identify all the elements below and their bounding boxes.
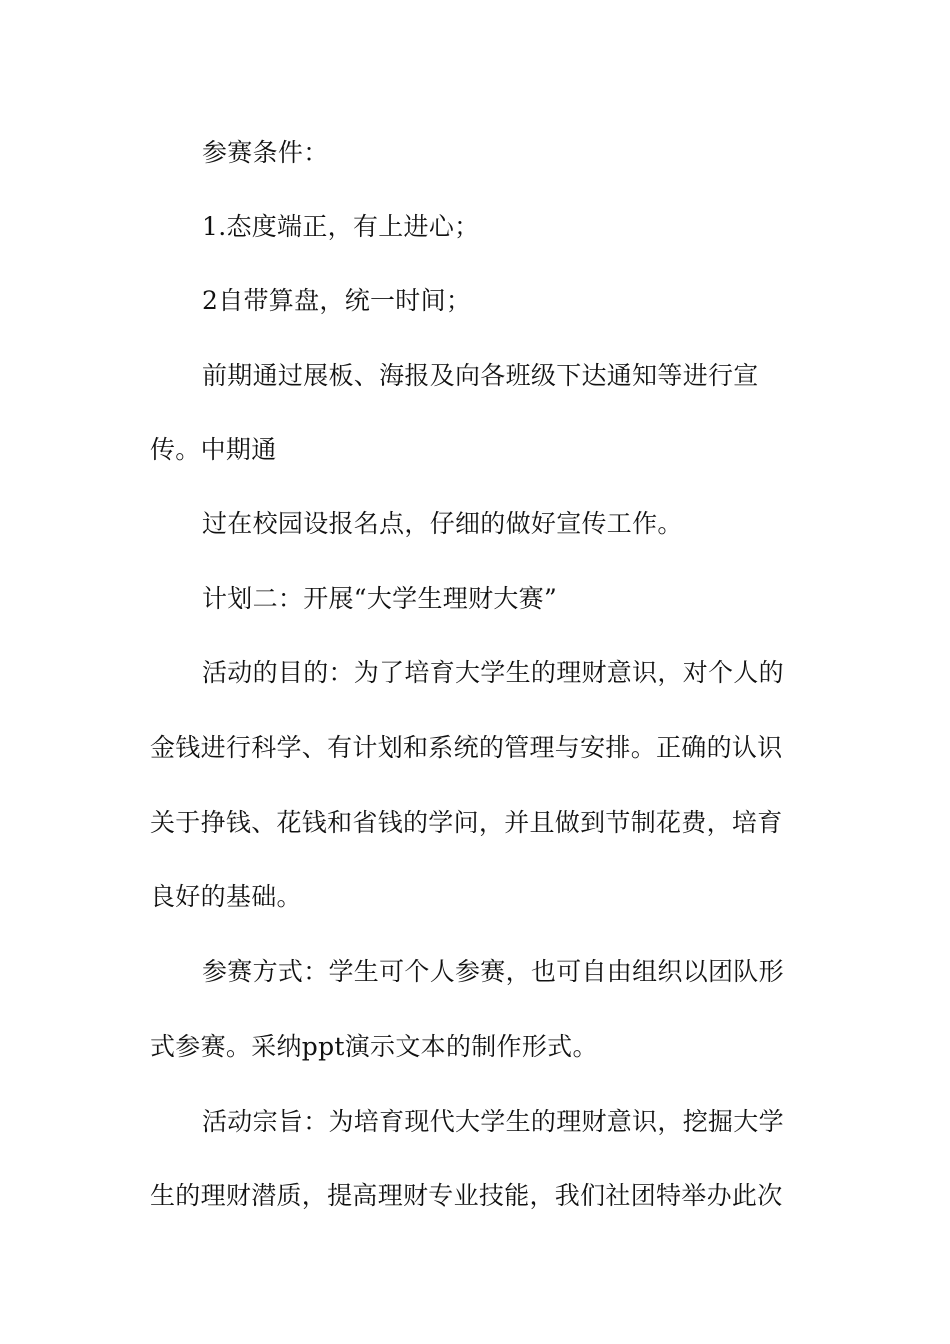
text-line-promotion-3: 过在校园设报名点，仔细的做好宣传工作。 [202, 509, 683, 538]
text-line-plan-two-heading: 计划二：开展“大学生理财大赛” [202, 584, 558, 613]
text-line-purpose-1: 活动的目的：为了培育大学生的理财意识，对个人的 [202, 658, 784, 687]
text-line-condition-1: 1.态度端正，有上进心； [202, 212, 480, 241]
text-line-promotion-2: 传。中期通 [150, 435, 277, 464]
text-line-purpose-2: 金钱进行科学、有计划和系统的管理与安排。正确的认识 [150, 733, 783, 762]
text-line-purpose-4: 良好的基础。 [150, 882, 302, 911]
text-line-promotion-1: 前期通过展板、海报及向各班级下达通知等进行宣 [202, 361, 759, 390]
text-line-participation-1: 参赛方式：学生可个人参赛，也可自由组织以团队形 [202, 957, 784, 986]
text-line-entry-conditions-heading: 参赛条件： [202, 138, 329, 167]
text-line-aim-2: 生的理财潜质，提高理财专业技能，我们社团特举办此次 [150, 1181, 783, 1210]
text-line-aim-1: 活动宗旨：为培育现代大学生的理财意识，挖掘大学 [202, 1107, 784, 1136]
text-line-purpose-3: 关于挣钱、花钱和省钱的学问，并且做到节制花费，培育 [150, 808, 783, 837]
text-line-participation-2: 式参赛。采纳ppt演示文本的制作形式。 [150, 1032, 598, 1061]
text-line-condition-2: 2自带算盘，统一时间； [202, 286, 472, 315]
